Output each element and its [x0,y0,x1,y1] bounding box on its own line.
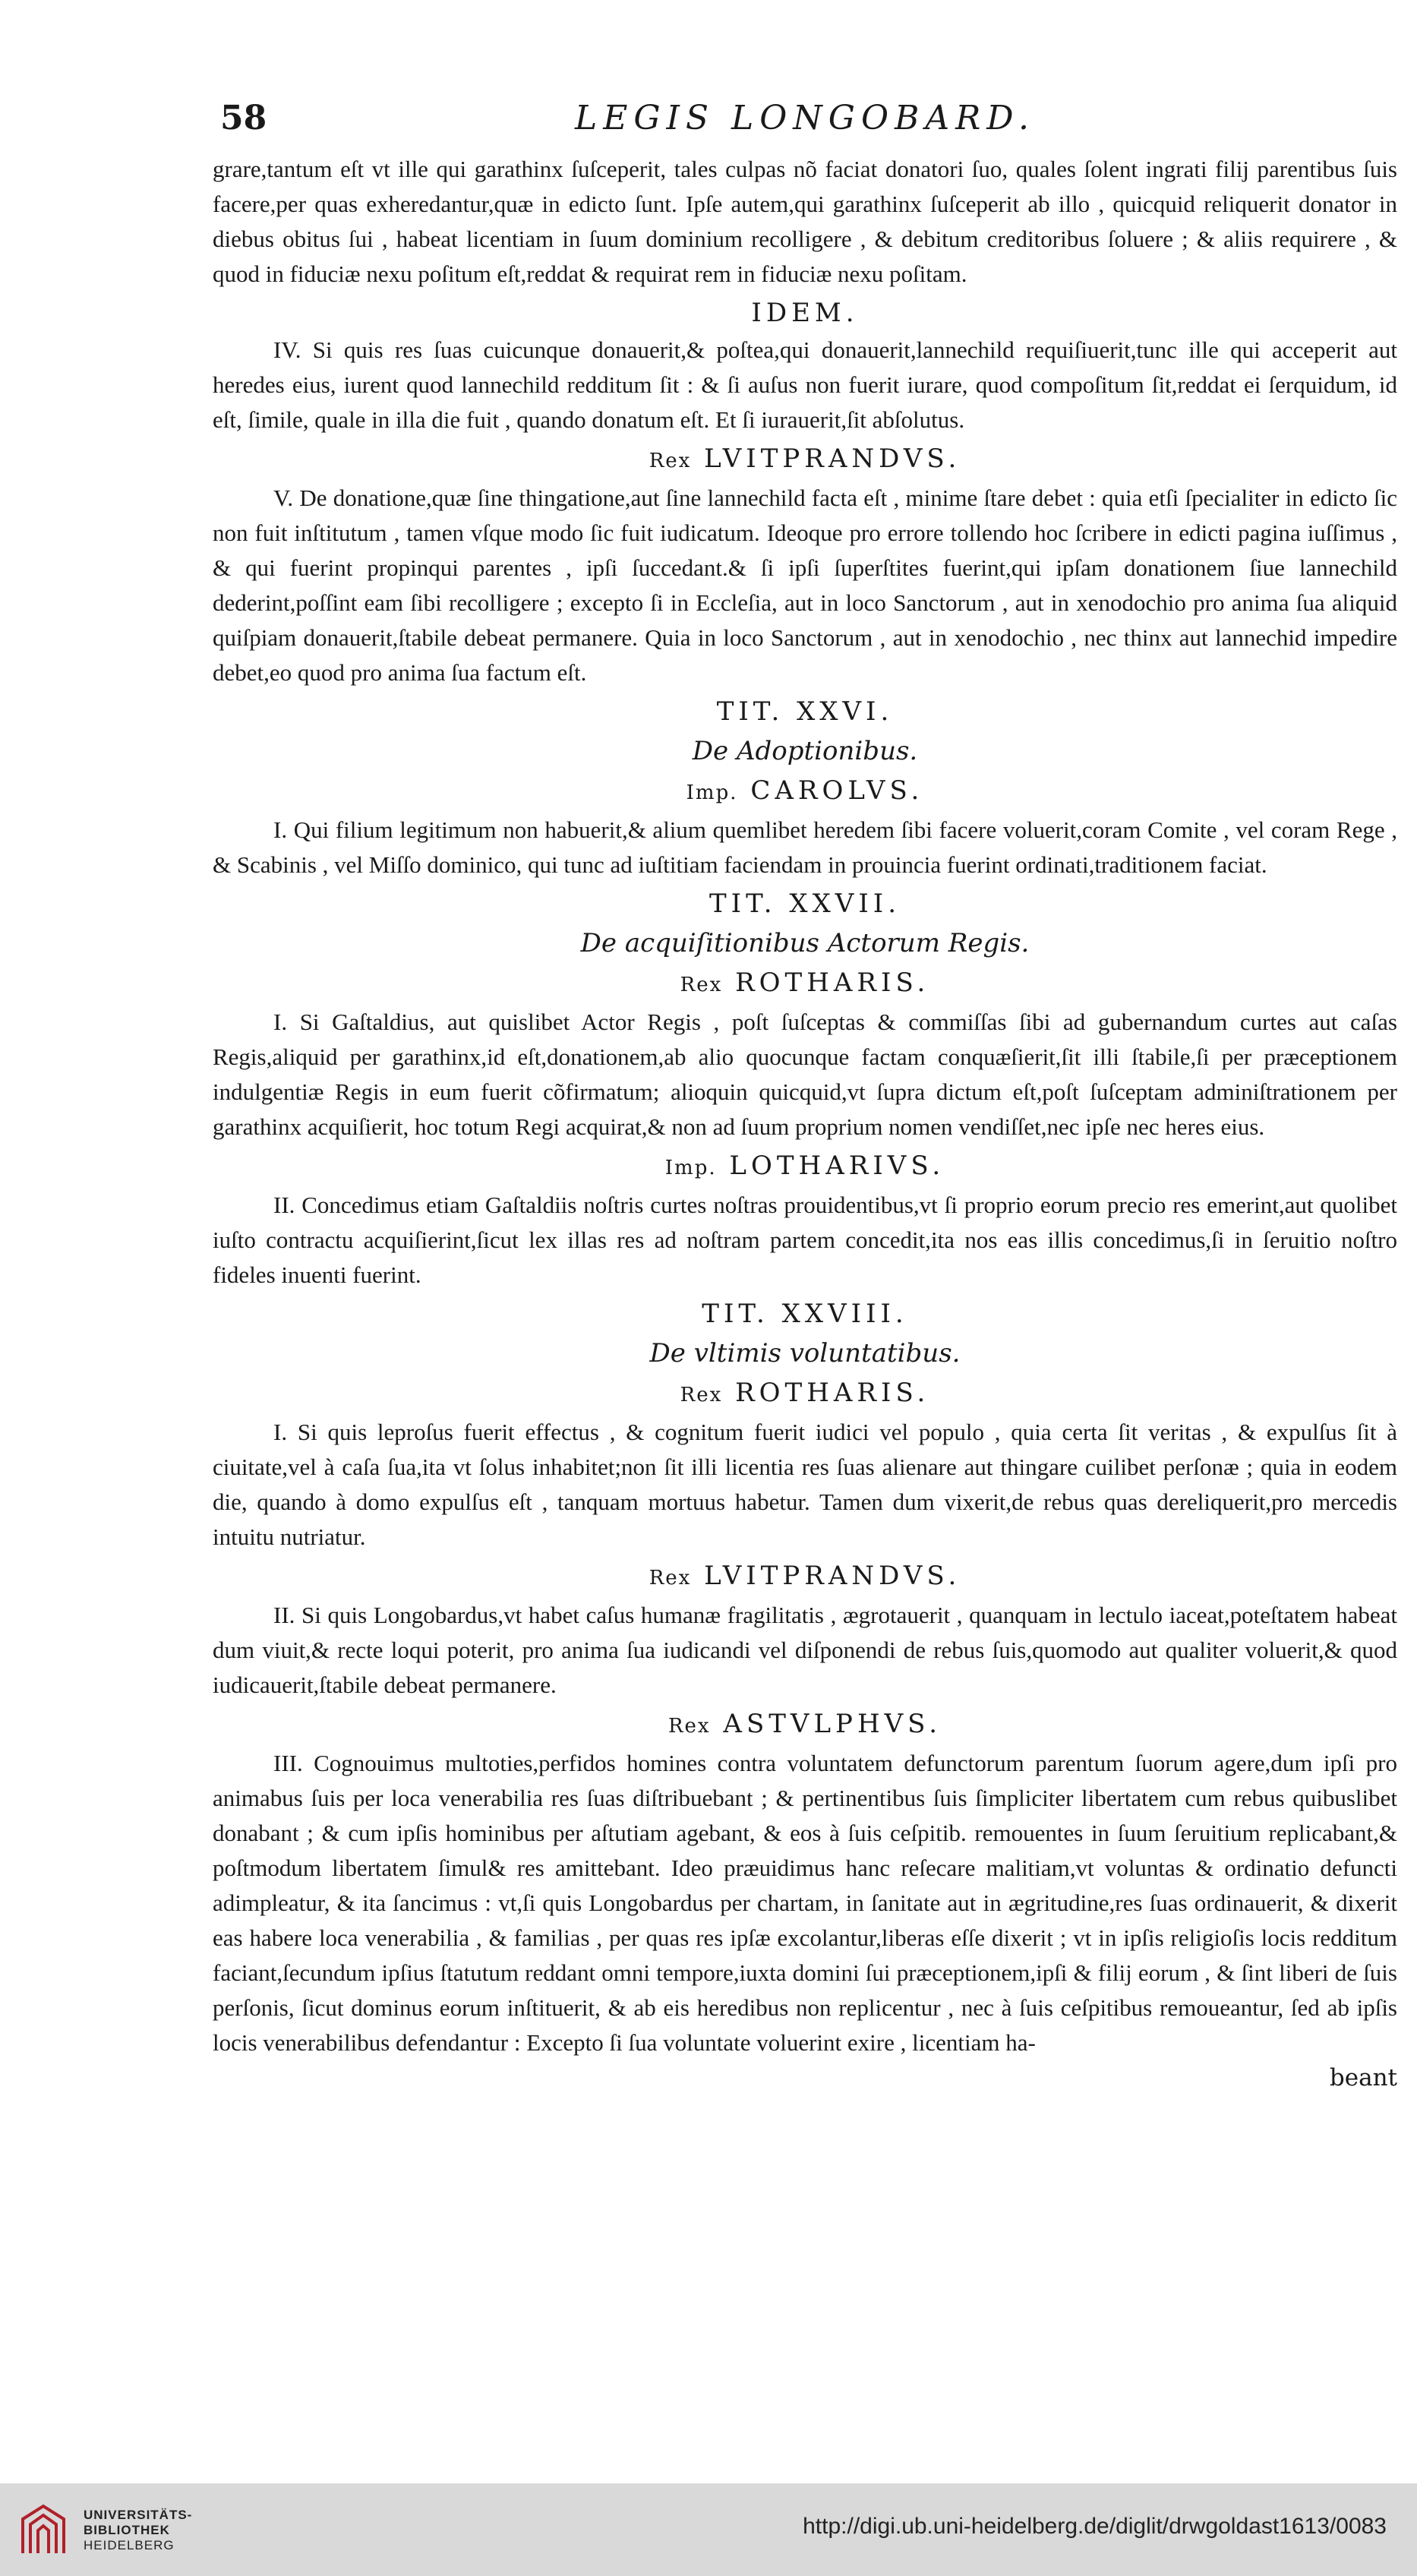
section-subtitle: De Adoptionibus. [692,736,918,766]
heading-text: ROTHARIS. [735,968,930,998]
running-head [213,99,1397,152]
paragraph: grare,tantum eſt vt ille qui garathinx ſuſceperit, tales culpas nõ faciat donatori ſuo, quales ſolent ingrati filij parentibus ſuis facere,per quas exheredantur,quæ in edicto ſunt. Ipſe autem,qui garathinx ſuſceperit ab illo , quicquid reliquerit donator in diebus obitus ſui , habeat licentiam in ſuum dominium recolligere , & debitum creditoribus ſoluere ; & aliis requirere , & quod in fiduciæ nexu poſitum eſt,reddat & requirat rem in fiduciæ nexu poſitam. [213,156,1397,287]
section-subtitle: De acquiſitionibus Actorum Regis. [580,928,1030,958]
section-heading: TIT. XXVI. [716,696,894,727]
section-heading [213,1558,1397,1596]
paragraph: I. Si quis leproſus fuerit effectus , & cognitum fuerit iudici vel populo , quia certa ſit veritas , & expulſus ſit à ciuitate,vel à caſa ſua,ita vt ſolus inhabitet;non ſit illi licentia res ſuas alienare aut thingare cuilibet perſonæ ; quia in eodem die, quando à domo expulſus eſt , tanquam mortuus habetur. Tamen dum vixerit,de rebus quas dereliquerit,pro mercedis intuitu nutriatur. [213,1419,1397,1550]
section-heading: TIT. XXVIII. [702,1299,908,1329]
paragraph: III. Cognouimus multoties,perfidos homines contra voluntatem defunctorum parentum ſuorum agere,dum ipſi pro animabus ſuis per loca venerabilia res ſuas diſtribuebant ; & pertinentibus ſuis ſimpliciter libertatem cum rebus quibuslibet donabant ; & cum ipſis hominibus per aſtutiam agebant, & eos à ſuis ceſpitib. remouentes in ſuum ſeruitium replicabant,& poſtmodum libertatem ſimul& res amittebant. Ideo præuidimus hanc reſecare malitiam,vt voluntas & ordinatio defuncti adimpleatur, & ita ſancimus : vt,ſi quis Longobardus per chartam, in ſanitate aut in ægritudine,res ſuas ordinauerit, & dixerit eas habere loca venerabilia , & familias , per quas res ipſæ excolantur,liberas eſſe dixerit ; vt in ipſis religioſis locis redditum faciant,ſecundum ipſius ſtatutum reddant omni tempore,iuxta domini ſui præceptionem,ipſi & filij eorum , & ſint liberi de ſuis perſonis, ſicut dominus eorum inſtituerit, & ab eis heredibus non replicentur , nec à ſuis ceſpitibus remoueantur, ſed ab ipſis locis venerabilibus defendantur : Excepto ſi ſua voluntate voluerint exire , licentiam ha- [213,1750,1397,2056]
permalink-url[interactable]: http://digi.ub.uni-heidelberg.de/diglit/drwgoldast1613/0083 [803,2514,1387,2539]
paragraph: IV. Si quis res ſuas cuicunque donauerit,& poſtea,qui donauerit,lannechild requiſiuerit,tunc ille qui acceperit aut heredes eius, iurent quod lannechild redditum ſit : & ſi auſus non fuerit iurare, quod compoſitum ſit,reddat ei ſerquidum, id eſt, ſimile, quale in illa die fuit , quando donatum eſt. Et ſi iurauerit,ſit abſolutus. [213,336,1397,433]
section-heading [213,440,1397,479]
library-name-line-2: BIBLIOTHEK [84,2523,170,2537]
heading-prefix: Rex [667,1715,711,1738]
heading-text: ROTHARIS. [735,1378,930,1408]
section-heading [213,1148,1397,1186]
heading-text: LVITPRANDVS. [704,1561,961,1591]
heading-prefix: Rex [649,1567,692,1589]
heading-prefix: Rex [649,450,692,472]
section-heading: IDEM. [751,298,859,328]
heading-prefix: Imp. [664,1157,717,1179]
catchword: beant [1329,2064,1397,2091]
running-title: LEGIS LONGOBARD. [575,99,1035,137]
paragraph: V. De donatione,quæ ſine thingatione,aut ſine lannechild facta eſt , minime ſtare debet : quia etſi ſpecialiter in edicto ſic non fuit inſtitutum , tamen vſque modo ſic fuit iudicatum. Ideoque pro errore tollendo hoc ſcribere in edicti pagina iuſſimus , & qui fuerint propinqui parentes , ipſi ſuccedant.& ſi ipſi ſuperſtites fuerint,qui ipſam donationem ſiue lannechild dederint,poſſint eam ſibi recolligere ; excepto ſi in Eccleſia, aut in loco Sanctorum , aut in xenodochio pro anima ſua aliquid quiſpiam donauerit,ſtabile debeat permanere. Quia in loco Sanctorum , aut in xenodochio , nec thinx aut lannechid impedire debet,eo quod pro anima ſua factum eſt. [213,485,1397,686]
library-name-line-3: HEIDELBERG [84,2538,175,2552]
section-subtitle: De vltimis voluntatibus. [649,1338,961,1368]
paragraph: II. Concedimus etiam Gaſtaldiis noſtris curtes noſtras prouidentibus,vt ſi proprio eorum precio res emerint,aut quolibet iuſto contractu acquiſierint,ſicut lex illas res ad noſtram partem concedit,ita nos eas illis concedimus,ſi in ſeruitio noſtro fideles inuenti fuerint. [213,1192,1397,1288]
heading-prefix: Rex [680,974,723,996]
paragraph: I. Qui filium legitimum non habuerit,& alium quemlibet heredem ſibi facere voluerit,coram Comite , vel coram Rege , & Scabinis , vel Miſſo dominico, qui tunc ad iuſtitiam faciendam in prouincia fuerint ordinati,traditionem faciat. [213,816,1397,878]
page-number: 58 [220,99,267,137]
document-page [213,99,1397,2377]
heading-prefix: Imp. [686,781,738,804]
section-heading [213,1375,1397,1413]
heading-prefix: Rex [680,1384,723,1406]
heading-text: CAROLVS. [750,775,924,806]
library-name [84,2508,192,2553]
library-logo-icon [17,2500,70,2561]
library-name-line-1: UNIVERSITÄTS- [84,2508,193,2522]
heading-text: ASTVLPHVS. [723,1709,942,1739]
section-heading [213,964,1397,1003]
page-body [213,152,1397,2095]
section-heading: TIT. XXVII. [708,889,901,919]
heading-text: LOTHARIVS. [729,1151,945,1181]
heading-text: LVITPRANDVS. [704,444,961,474]
paragraph: I. Si Gaſtaldius, aut quislibet Actor Regis , poſt ſuſceptas & commiſſas ſibi ad gubernandum curtes aut caſas Regis,aliquid per garathinx,id eſt,donationem,ab alio quocunque factam conquæſierit,ſit illi ſtabile,ſi per præceptionem indulgentiæ Regis in eum fuerit cõfirmatum; alioquin quicquid,vt ſupra dictum eſt,poſt ſuſceptam adminiſtrationem per garathinx acquiſierit, hoc totum Regi acquirat,& non ad ſuum proprium nomen vendiſſet,nec ipſe nec heres eius. [213,1009,1397,1140]
footer-bar [0,2483,1417,2576]
section-heading [213,772,1397,811]
paragraph: II. Si quis Longobardus,vt habet caſus humanæ fragilitatis , ægrotauerit , quanquam in lectulo iaceat,poteſtatem habeat dum viuit,& recte loqui poterit, pro anima ſua iudicandi vel diſponendi de rebus ſuis,quomodo aut qualiter voluerit,& quod iudicauerit,ſtabile debeat permanere. [213,1602,1397,1698]
section-heading [213,1706,1397,1744]
